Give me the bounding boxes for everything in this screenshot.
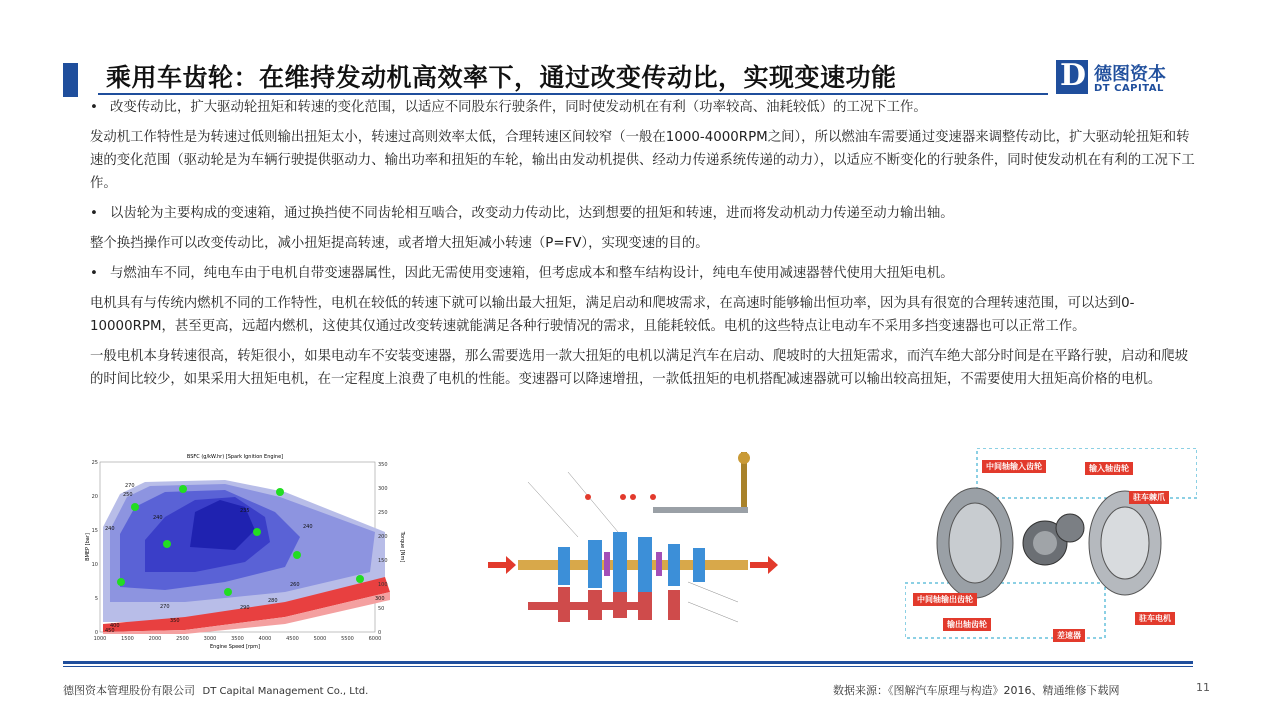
bullet-dot: • <box>90 266 98 281</box>
gear <box>668 544 680 586</box>
body-text <box>90 96 1200 398</box>
logo-name-cn: 德图资本 <box>1094 64 1166 85</box>
shift-knob <box>738 452 750 464</box>
contour-label: 270 <box>160 604 170 610</box>
operating-point <box>117 578 125 586</box>
x-tick: 4500 <box>286 636 299 642</box>
gear <box>588 590 602 620</box>
y-tick: 5 <box>94 596 98 602</box>
y-tick: 0 <box>378 630 382 636</box>
x-tick: 1500 <box>121 636 134 642</box>
bullet-dot: • <box>90 100 98 115</box>
input-arrow-icon <box>488 556 516 574</box>
shift-rail <box>653 507 748 513</box>
housing-left-inner <box>949 503 1001 583</box>
gear <box>668 590 680 620</box>
page-number: 11 <box>1196 681 1210 694</box>
label-input-shaft-gear: 输入轴齿轮 <box>1085 462 1133 475</box>
x-tick: 6000 <box>368 636 382 642</box>
logo-mark-letter: D <box>1060 58 1087 93</box>
bullet-item <box>90 202 1200 225</box>
housing-right-inner <box>1101 507 1149 579</box>
contour-label: 240 <box>105 526 115 532</box>
gear <box>693 548 705 582</box>
x-tick: 3500 <box>231 636 244 642</box>
contour-label: 240 <box>153 515 163 521</box>
gear <box>638 592 652 620</box>
callout-marker <box>650 494 656 500</box>
contour-label: 400 <box>110 623 120 629</box>
operating-point <box>163 540 171 548</box>
x-axis-label: Engine Speed [rpm] <box>210 644 260 650</box>
x-tick: 3000 <box>203 636 217 642</box>
operating-point <box>356 575 364 583</box>
x-axis-ticks <box>94 636 382 642</box>
bullet-item <box>90 96 1200 119</box>
operating-point <box>293 551 301 559</box>
contour-label: 280 <box>268 598 278 604</box>
contour-label: 350 <box>170 618 180 624</box>
y-tick: 20 <box>91 494 98 500</box>
y-tick: 10 <box>91 562 98 568</box>
gear <box>558 547 570 585</box>
label-parking-motor: 驻车电机 <box>1135 612 1175 625</box>
y-tick: 350 <box>378 462 388 468</box>
contour-label: 235 <box>240 508 250 514</box>
y-axis-label-left: BMEP [bar] <box>85 533 91 561</box>
label-countershaft-output-gear: 中间轴输出齿轮 <box>913 593 977 606</box>
y-axis-left-ticks <box>92 460 98 636</box>
x-tick: 2000 <box>148 636 162 642</box>
paragraph: 发动机工作特性是为转速过低则输出扭矩太小，转速过高则效率太低，合理转速区间较窄（一般在1000-4000RPM之间），所以燃油车需要通过变速器来调整传动比，扩大驱动轮扭矩和转速的变化范围（驱动轮是为车辆行驶提供驱动力、输出功率和扭矩的车轮，输出由发动机提供、经动力传递系统传递的动力），以适应不断变化的行驶条件，同时使发动机在有利的工况下工作。 <box>90 130 1195 191</box>
y-tick: 250 <box>378 510 388 516</box>
page-title: 乘用车齿轮：在维持发动机高效率下，通过改变传动比，实现变速功能 <box>106 63 897 92</box>
y-tick: 100 <box>378 582 388 588</box>
x-tick: 2500 <box>176 636 189 642</box>
bullet-text: 改变传动比，扩大驱动轮扭矩和转速的变化范围，以适应不同股东行驶条件，同时使发动机在有利（功率较高、油耗较低）的工况下工作。 <box>110 100 927 115</box>
gear-small <box>1056 514 1084 542</box>
contour-label: 300 <box>375 596 385 602</box>
footer-rule-thick <box>63 661 1193 664</box>
paragraph: 电机具有与传统内燃机不同的工作特性，电机在较低的转速下就可以输出最大扭矩，满足启动和爬坡需求，在高速时能够输出恒功率，因为具有很宽的合理转速范围，可以达到0-10000RPM，甚至更高，远超内燃机，这使其仅通过改变转速就能满足各种行驶情况的需求，且能耗较低。电机的这些特点让电动车不采用多挡变速器也可以正常工作。 <box>90 296 1135 334</box>
y-tick: 300 <box>378 486 388 492</box>
y-tick: 200 <box>378 534 388 540</box>
title-underline <box>98 93 1048 95</box>
output-arrow-icon <box>750 556 778 574</box>
contour-label: 290 <box>240 605 250 611</box>
logo-mark <box>1056 60 1088 94</box>
contour-label: 270 <box>125 483 135 489</box>
y-tick: 0 <box>94 630 98 636</box>
footer-rule-thin <box>63 666 1193 667</box>
footer-source: 数据来源：《图解汽车原理与构造》2016、精通维修下载网 <box>833 684 1120 697</box>
logo-name-en: DT CAPITAL <box>1094 83 1164 94</box>
gearbox-schematic-figure <box>488 452 788 647</box>
contour-label: 260 <box>290 582 300 588</box>
operating-point <box>253 528 261 536</box>
x-tick: 4000 <box>258 636 272 642</box>
gear <box>613 532 627 594</box>
callout-marker <box>620 494 626 500</box>
bsfc-chart-title: BSFC (g/kW.hr) [Spark Ignition Engine] <box>186 454 284 460</box>
contour-label: 250 <box>123 492 133 498</box>
x-tick: 5500 <box>341 636 354 642</box>
contour-label: 450 <box>105 628 115 634</box>
dt-capital-logo <box>1056 60 1186 96</box>
gear <box>588 540 602 588</box>
y-tick: 50 <box>378 606 385 612</box>
synchronizer <box>604 552 610 576</box>
reducer-diagram-figure <box>905 448 1197 640</box>
y-axis-label-right: Torque [Nm] <box>399 531 405 563</box>
bullet-text: 以齿轮为主要构成的变速箱，通过换挡使不同齿轮相互啮合，改变动力传动比，达到想要的扭矩和转速，进而将发动机动力传递至动力输出轴。 <box>110 206 954 221</box>
x-tick: 1000 <box>93 636 107 642</box>
bsfc-map-figure <box>85 452 405 652</box>
y-tick: 25 <box>91 460 98 466</box>
synchronizer <box>656 552 662 576</box>
bullet-item <box>90 262 1200 285</box>
footer-company-cn: 德图资本管理股份有限公司 <box>63 684 195 697</box>
gear <box>638 537 652 592</box>
paragraph: 一般电机本身转速很高，转矩很小，如果电动车不安装变速器，那么需要选用一款大扭矩的电机以满足汽车在启动、爬坡时的大扭矩需求，而汽车绝大部分时间是在平路行驶，启动和爬坡的时间比较少，如果采用大扭矩电机，在一定程度上浪费了电机的性能。变速器可以降速增扭，一款低扭矩的电机搭配减速器就可以输出较高扭矩，不需要使用大扭矩高价格的电机。 <box>90 349 1189 387</box>
gear-hub <box>1033 531 1057 555</box>
footer-company-en: DT Capital Management Co., Ltd. <box>202 686 369 697</box>
input-shaft <box>518 560 748 570</box>
callout-markers <box>585 494 656 500</box>
bullet-text: 与燃油车不同，纯电车由于电机自带变速器属性，因此无需使用变速箱，但考虑成本和整车结构设计，纯电车使用减速器替代使用大扭矩电机。 <box>110 266 954 281</box>
operating-point <box>224 588 232 596</box>
contour-label: 240 <box>303 524 313 530</box>
paragraph: 整个换挡操作可以改变传动比，减小扭矩提高转速，或者增大扭矩减小转速（P=FV），实现变速的目的。 <box>90 236 709 251</box>
x-tick: 5000 <box>313 636 327 642</box>
callout-marker <box>630 494 636 500</box>
gear <box>613 592 627 618</box>
footer-company <box>63 682 368 698</box>
callout-marker <box>585 494 591 500</box>
label-countershaft-input-gear: 中间轴输入齿轮 <box>982 460 1046 473</box>
label-differential: 差速器 <box>1053 629 1085 642</box>
label-output-shaft-gear: 输出轴齿轮 <box>943 618 991 631</box>
operating-point <box>179 485 187 493</box>
bullet-dot: • <box>90 206 98 221</box>
gear <box>558 587 570 622</box>
operating-point <box>131 503 139 511</box>
operating-point <box>276 488 284 496</box>
y-tick: 150 <box>378 558 388 564</box>
label-parking-pawl: 驻车棘爪 <box>1129 491 1169 504</box>
y-tick: 15 <box>91 528 98 534</box>
title-accent-bar <box>63 63 78 97</box>
